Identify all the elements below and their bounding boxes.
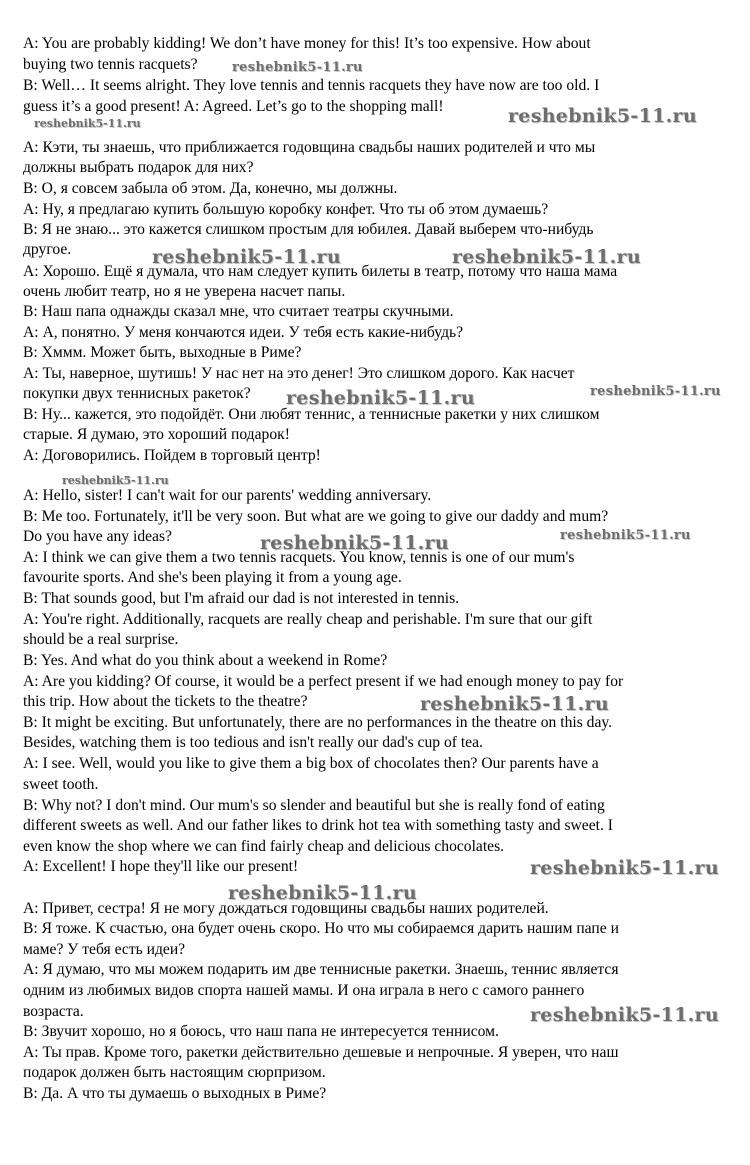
watermark: reshebnik5-11.ru bbox=[420, 693, 609, 715]
text-line: А: Ты, наверное, шутишь! У нас нет на это денег! Это слишком дорого. Как насчет bbox=[23, 365, 575, 382]
text-line: A: I think we can give them a two tennis racquets. You know, tennis is one of our mum's bbox=[23, 549, 575, 566]
watermark: reshebnik5-11.ru bbox=[62, 474, 169, 487]
watermark: reshebnik5-11.ru bbox=[260, 532, 449, 554]
text-line: В: Наш папа однажды сказал мне, что считает театры скучными. bbox=[23, 303, 454, 320]
text-line: А: Я думаю, что мы можем подарить им две теннисные ракетки. Знаешь, теннис является bbox=[23, 961, 619, 978]
text-line: A: You're right. Additionally, racquets are really cheap and perishable. I'm sure that our gift bbox=[23, 611, 593, 628]
watermark: reshebnik5-11.ru bbox=[508, 105, 697, 127]
text-line: even know the shop where we can find fairly cheap and delicious chocolates. bbox=[23, 838, 505, 855]
watermark: reshebnik5-11.ru bbox=[152, 246, 341, 268]
text-line: B: It might be exciting. But unfortunately, there are no performances in the theatre on this day. bbox=[23, 714, 613, 731]
text-line: А: Ну, я предлагаю купить большую коробку конфет. Что ты об этом думаешь? bbox=[23, 201, 549, 218]
text-line: покупки двух теннисных ракеток? bbox=[23, 385, 251, 402]
text-line: A: You are probably kidding! We don’t have money for this! It’s too expensive. How about bbox=[23, 35, 591, 52]
watermark: reshebnik5-11.ru bbox=[232, 60, 363, 75]
watermark: reshebnik5-11.ru bbox=[286, 387, 475, 409]
text-line: different sweets as well. And our father likes to drink hot tea with something tasty and sweet. I bbox=[23, 817, 613, 834]
text-line: B: Me too. Fortunately, it'll be very soon. But what are we going to give our daddy and mum? bbox=[23, 508, 609, 525]
text-line: buying two tennis racquets? bbox=[23, 56, 198, 73]
watermark: reshebnik5-11.ru bbox=[590, 384, 721, 399]
text-line: B: Why not? I don't mind. Our mum's so slender and beautiful but she is really fond of eating bbox=[23, 797, 605, 814]
text-line: Besides, watching them is too tedious and isn't really our dad's cup of tea. bbox=[23, 734, 483, 751]
text-line: А: Ты прав. Кроме того, ракетки действительно дешевые и непрочные. Я уверен, что наш bbox=[23, 1044, 619, 1061]
text-line: A: Are you kidding? Of course, it would be a perfect present if we had enough money to pay for bbox=[23, 673, 624, 690]
text-line: А: Хорошо. Ещё я думала, что нам следует купить билеты в театр, потому что наша мама bbox=[23, 263, 618, 280]
text-line: should be a real surprise. bbox=[23, 631, 179, 648]
text-line: B: Yes. And what do you think about a weekend in Rome? bbox=[23, 652, 388, 669]
text-line: А: Привет, сестра! Я не могу дождаться годовщины свадьбы наших родителей. bbox=[23, 900, 549, 917]
text-line: this trip. How about the tickets to the theatre? bbox=[23, 693, 308, 710]
text-line: B: Well… It seems alright. They love tennis and tennis racquets they have now are too old. I bbox=[23, 77, 600, 94]
text-line: A: Hello, sister! I can't wait for our parents' wedding anniversary. bbox=[23, 487, 432, 504]
text-line: A: I see. Well, would you like to give them a big box of chocolates then? Our parents have a bbox=[23, 755, 599, 772]
text-line: Do you have any ideas? bbox=[23, 528, 172, 545]
text-line: возраста. bbox=[23, 1003, 84, 1020]
watermark: reshebnik5-11.ru bbox=[560, 528, 691, 543]
text-line: другое. bbox=[23, 241, 72, 258]
text-line: подарок должен быть настоящим сюрпризом. bbox=[23, 1064, 326, 1081]
text-line: очень любит театр, но я не уверена насчет папы. bbox=[23, 283, 346, 300]
text-line: В: Я не знаю... это кажется слишком простым для юбилея. Давай выберем что-нибудь bbox=[23, 221, 594, 238]
text-line: A: Excellent! I hope they'll like our present! bbox=[23, 858, 299, 875]
text-line: favourite sports. And she's been playing it from a young age. bbox=[23, 569, 402, 586]
text-line: А: Кэти, ты знаешь, что приближается годовщина свадьбы наших родителей и что мы bbox=[23, 139, 596, 156]
text-line: B: That sounds good, but I'm afraid our dad is not interested in tennis. bbox=[23, 590, 460, 607]
watermark: reshebnik5-11.ru bbox=[530, 1004, 719, 1026]
text-line: sweet tooth. bbox=[23, 776, 99, 793]
text-line: В: Да. А что ты думаешь о выходных в Риме? bbox=[23, 1085, 327, 1102]
watermark: reshebnik5-11.ru bbox=[530, 857, 719, 879]
watermark: reshebnik5-11.ru bbox=[452, 246, 641, 268]
text-line: guess it’s a good present! A: Agreed. Let’s go to the shopping mall! bbox=[23, 98, 444, 115]
text-line: В: Звучит хорошо, но я боюсь, что наш папа не интересуется теннисом. bbox=[23, 1023, 499, 1040]
text-line: А: А, понятно. У меня кончаются идеи. У тебя есть какие-нибудь? bbox=[23, 324, 464, 341]
watermark: reshebnik5-11.ru bbox=[228, 882, 417, 904]
text-line: старые. Я думаю, это хороший подарок! bbox=[23, 426, 290, 443]
watermark: reshebnik5-11.ru bbox=[34, 117, 141, 130]
text-line: А: Договорились. Пойдем в торговый центр! bbox=[23, 447, 321, 464]
text-line: одним из любимых видов спорта нашей мамы. И она играла в него с самого раннего bbox=[23, 982, 585, 999]
text-line: В: Хммм. Может быть, выходные в Риме? bbox=[23, 344, 302, 361]
text-line: В: Я тоже. К счастью, она будет очень скоро. Но что мы собираемся дарить нашим папе и bbox=[23, 920, 619, 937]
text-line: В: О, я совсем забыла об этом. Да, конечно, мы должны. bbox=[23, 180, 398, 197]
text-line: должны выбрать подарок для них? bbox=[23, 159, 254, 176]
text-line: В: Ну... кажется, это подойдёт. Они любят теннис, а теннисные ракетки у них слишком bbox=[23, 406, 600, 423]
text-line: маме? У тебя есть идеи? bbox=[23, 941, 186, 958]
